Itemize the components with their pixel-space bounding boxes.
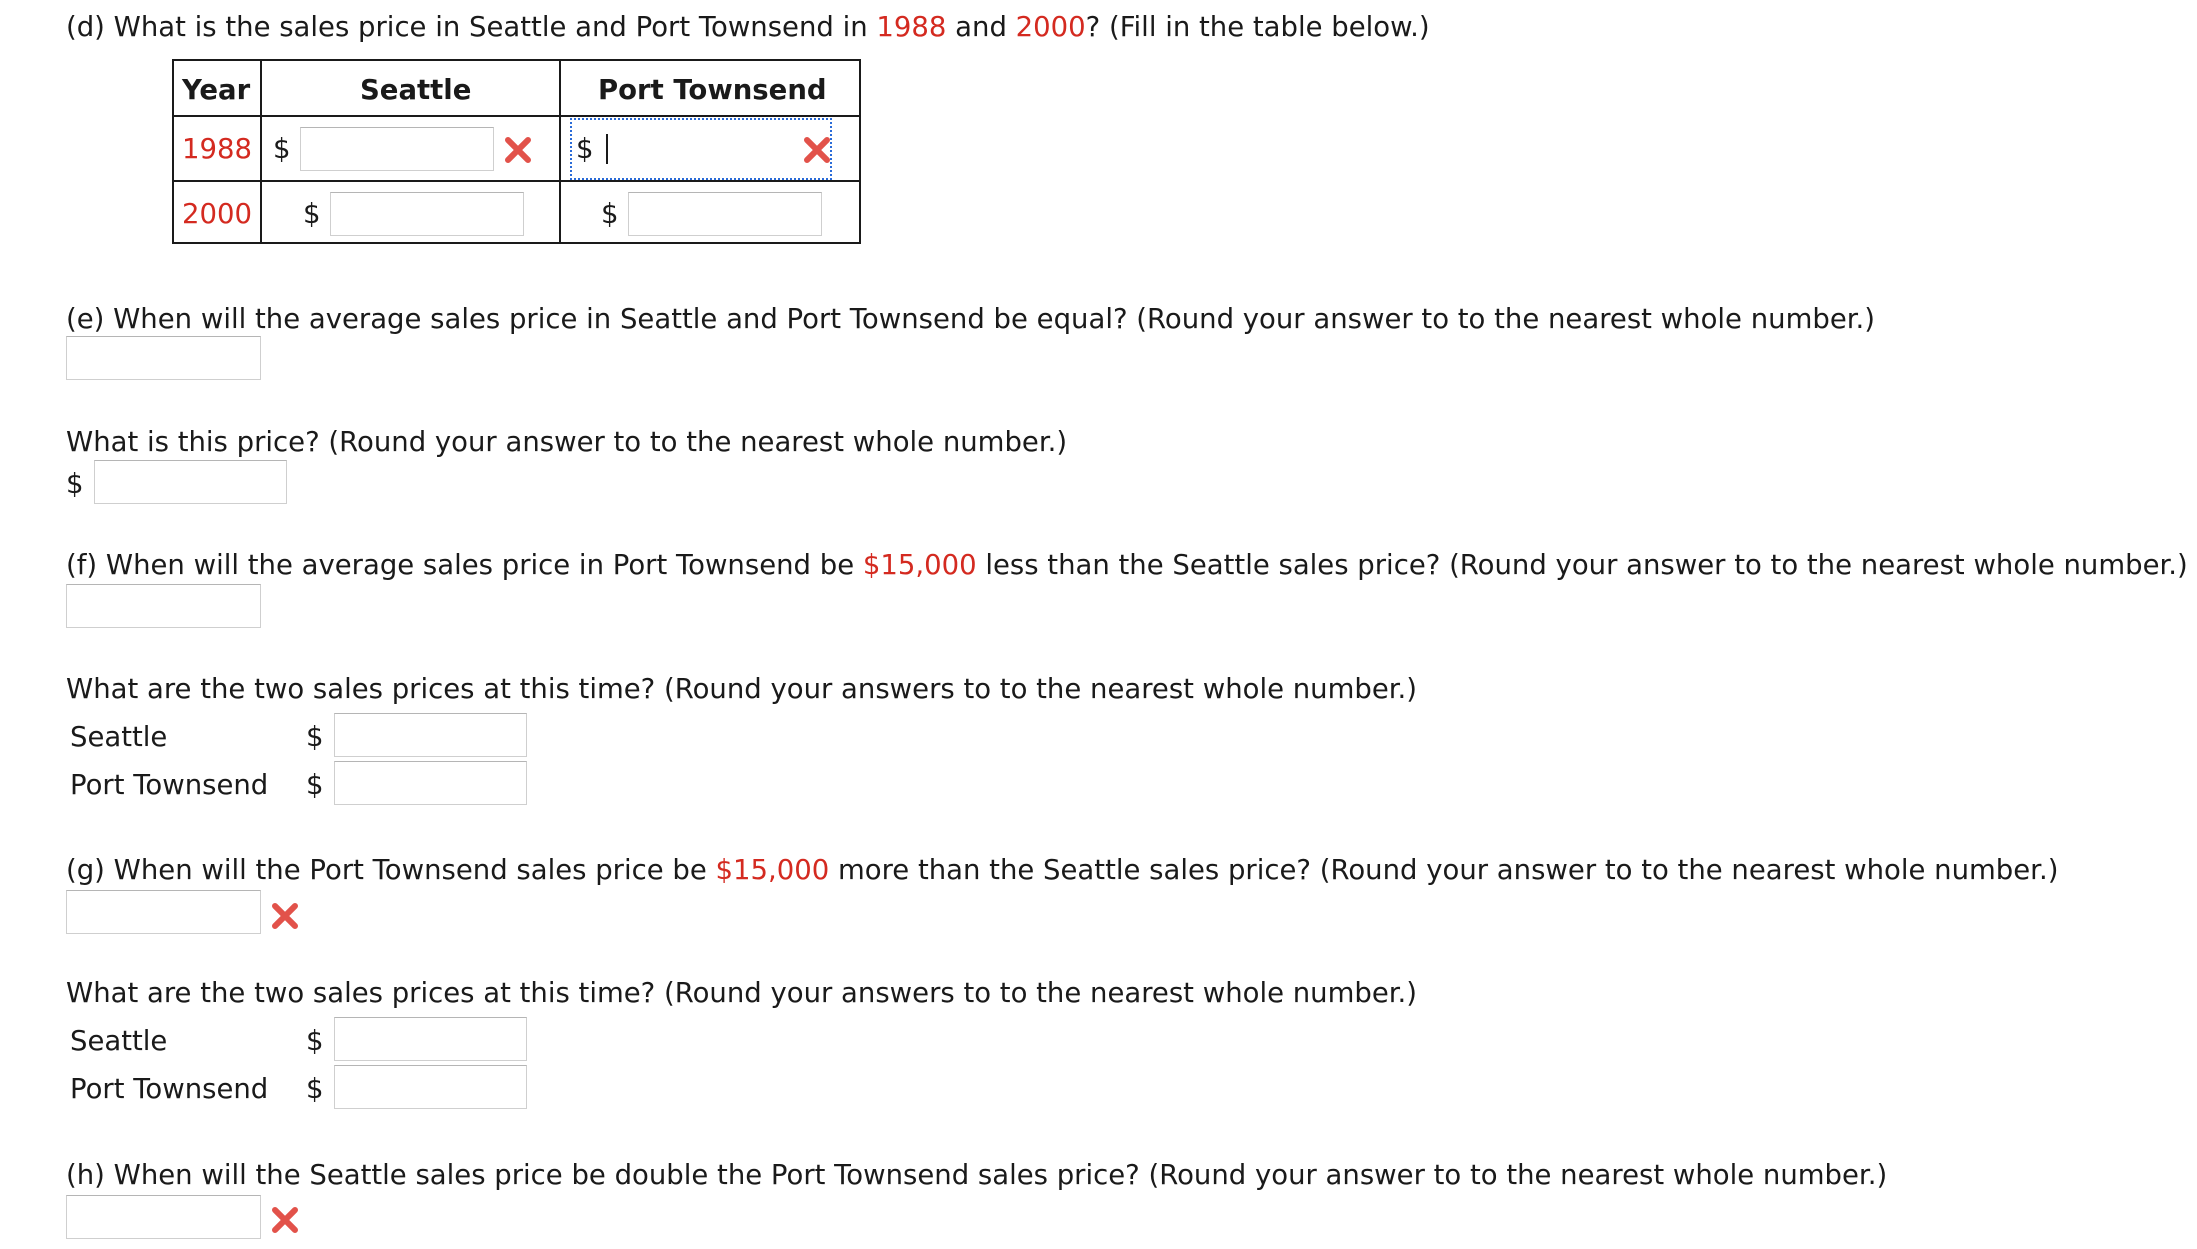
sales-price-table: [172, 59, 861, 244]
table-row-divider: [174, 180, 859, 182]
part-g-question: [66, 854, 2059, 886]
seattle-1988-input[interactable]: [300, 127, 494, 171]
part-g-port-townsend-dollar: $: [306, 1073, 324, 1105]
table-row-2000-year: 2000: [182, 198, 252, 230]
part-g-amount: $15,000: [715, 854, 830, 886]
table-row-1988-pt-dollar: $: [576, 133, 594, 165]
port-townsend-1988-input[interactable]: [603, 127, 801, 171]
part-g-port-townsend-price-input[interactable]: [334, 1065, 527, 1109]
table-col-divider-2: [559, 61, 561, 242]
text-caret: [606, 134, 608, 164]
table-header-port-townsend: Port Townsend: [598, 74, 827, 106]
part-g-port-townsend-label: Port Townsend: [70, 1073, 269, 1105]
part-g-question-prefix: (g) When will the Port Townsend sales price be: [66, 854, 716, 886]
part-f-port-townsend-price-input[interactable]: [334, 761, 527, 805]
part-f-question-prefix: (f) When will the average sales price in Port Townsend be: [66, 549, 863, 581]
part-f-prices-question: What are the two sales prices at this time? (Round your answers to to the nearest whole number.): [66, 673, 1418, 705]
part-f-question: [66, 549, 2188, 581]
part-f-amount: $15,000: [862, 549, 977, 581]
part-d-question: [66, 11, 1430, 43]
part-g-incorrect-icon: [270, 901, 300, 931]
port-townsend-1988-incorrect-icon: [802, 135, 832, 165]
part-d-year-2000: 2000: [1015, 11, 1086, 43]
table-header-divider: [174, 115, 859, 117]
part-e-price-question: What is this price? (Round your answer to to the nearest whole number.): [66, 426, 1068, 458]
part-e-price-input[interactable]: [94, 460, 287, 504]
part-h-incorrect-icon: [270, 1205, 300, 1235]
part-d-year-1988: 1988: [876, 11, 947, 43]
table-header-year: Year: [182, 74, 251, 106]
part-e-question: (e) When will the average sales price in Seattle and Port Townsend be equal? (Round your answer to to the nearest whole number.): [66, 303, 1875, 335]
part-g-seattle-label: Seattle: [70, 1025, 168, 1057]
table-col-divider-1: [260, 61, 262, 242]
part-f-seattle-price-input[interactable]: [334, 713, 527, 757]
part-e-price-dollar: $: [66, 468, 84, 500]
table-header-seattle: Seattle: [360, 74, 472, 106]
part-d-question-suffix: ? (Fill in the table below.): [1085, 11, 1430, 43]
port-townsend-2000-input[interactable]: [628, 192, 822, 236]
part-g-seattle-price-input[interactable]: [334, 1017, 527, 1061]
table-row-1988-seattle-dollar: $: [273, 133, 291, 165]
part-h-answer-input[interactable]: [66, 1195, 261, 1239]
table-row-2000-pt-dollar: $: [601, 198, 619, 230]
part-f-seattle-label: Seattle: [70, 721, 168, 753]
seattle-1988-incorrect-icon: [503, 135, 533, 165]
part-e-answer-input[interactable]: [66, 336, 261, 380]
part-d-question-and: and: [946, 11, 1016, 43]
part-f-question-suffix: less than the Seattle sales price? (Round your answer to to the nearest whole number.): [976, 549, 2188, 581]
part-g-seattle-dollar: $: [306, 1025, 324, 1057]
part-g-answer-input[interactable]: [66, 890, 261, 934]
part-f-port-townsend-dollar: $: [306, 769, 324, 801]
part-f-answer-input[interactable]: [66, 584, 261, 628]
table-row-1988-year: 1988: [182, 133, 252, 165]
part-d-question-prefix: (d) What is the sales price in Seattle and Port Townsend in: [66, 11, 877, 43]
part-f-seattle-dollar: $: [306, 721, 324, 753]
part-g-question-suffix: more than the Seattle sales price? (Round your answer to to the nearest whole number.): [829, 854, 2059, 886]
seattle-2000-input[interactable]: [330, 192, 524, 236]
part-f-port-townsend-label: Port Townsend: [70, 769, 269, 801]
part-g-prices-question: What are the two sales prices at this time? (Round your answers to to the nearest whole number.): [66, 977, 1418, 1009]
table-row-2000-seattle-dollar: $: [303, 198, 321, 230]
part-h-question: (h) When will the Seattle sales price be double the Port Townsend sales price? (Round your answer to to the nearest whole number.): [66, 1159, 1888, 1191]
